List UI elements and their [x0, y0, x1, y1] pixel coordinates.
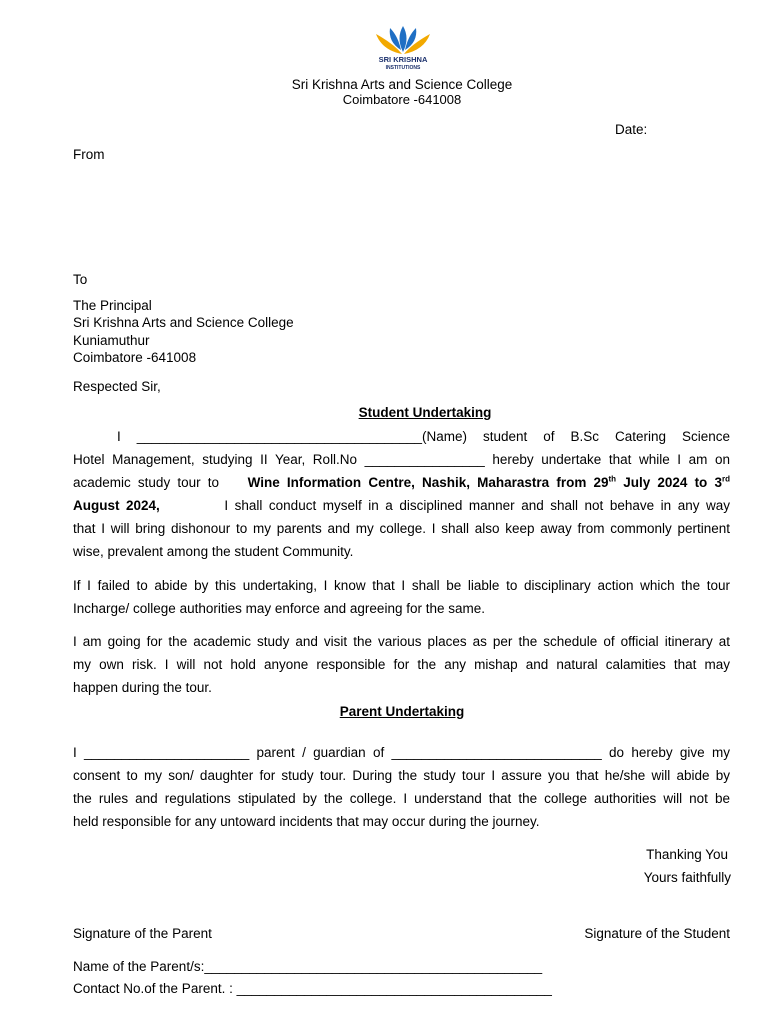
tour-destination: Wine Information Centre, Nashik, Maharastra from 29 — [247, 475, 609, 490]
paragraph-line: Incharge/ college authorities may enforce and agreeing for the same. — [73, 601, 485, 616]
recipient-city: Coimbatore -641008 — [73, 350, 197, 365]
recipient-college: Sri Krishna Arts and Science College — [73, 315, 294, 330]
college-city: Coimbatore -641008 — [342, 92, 462, 107]
paragraph-line: held responsible for any untoward incidents that may occur during the journey. — [73, 814, 540, 829]
thanking-you: Thanking You — [646, 847, 728, 862]
parent-undertaking-paragraph — [73, 741, 730, 833]
paragraph-line: happen during the tour. — [73, 680, 212, 695]
tour-end-date: August 2024, — [73, 498, 160, 513]
parent-name-field: Name of the Parent/s:_____________________________________________ — [73, 959, 543, 974]
risk-paragraph — [73, 630, 730, 699]
recipient-title: The Principal — [73, 298, 152, 313]
parent-contact-field: Contact No.of the Parent. : __________________________________________ — [73, 981, 552, 996]
paragraph-line: my own risk. I will not hold anyone responsible for the any mishap and natural calamities that may — [73, 657, 730, 672]
date-suffix-rd: rd — [721, 474, 730, 484]
paragraph-line: that I will bring dishonour to my parents and my college. I shall also keep away from commonly pertinent — [73, 521, 730, 536]
course-text: student of B.Sc Catering Science — [483, 429, 730, 444]
logo-text-line1: SRI KRISHNA — [378, 55, 428, 64]
recipient-area: Kuniamuthur — [73, 333, 150, 348]
tour-intro: academic study tour to — [73, 475, 220, 490]
date-suffix-th: th — [608, 474, 617, 484]
date-label: Date: — [615, 122, 648, 137]
paragraph-line: the rules and regulations stipulated by the college. I understand that the college authorities will not be — [73, 791, 730, 806]
paragraph-line: consent to my son/ daughter for study tour. During the study tour I assure you that he/she will abide by — [73, 768, 730, 783]
paragraph-line — [73, 425, 730, 448]
salutation: Respected Sir, — [73, 379, 161, 394]
paragraph-line — [73, 471, 730, 494]
college-logo — [372, 24, 434, 72]
student-undertaking-heading: Student Undertaking — [358, 405, 492, 420]
tour-dates: July 2024 to 3 — [623, 475, 722, 490]
conduct-text: I shall conduct myself in a disciplined manner and shall not behave in any way — [224, 498, 730, 513]
paragraph-line: I am going for the academic study and visit the various places as per the schedule of official itinerary at — [73, 634, 730, 649]
yours-faithfully: Yours faithfully — [643, 870, 731, 885]
name-blank: ______________________________________(Name) — [136, 429, 468, 444]
paragraph-line — [73, 494, 730, 517]
paragraph-line: Hotel Management, studying II Year, Roll.No ________________ hereby undertake that while I am on — [73, 452, 730, 467]
pronoun-i: I — [117, 429, 121, 444]
paragraph-line: I ______________________ parent / guardian of ____________________________ do hereby give my — [73, 745, 730, 760]
logo-text-line2: INSTITUTIONS — [385, 65, 421, 71]
disciplinary-paragraph — [73, 574, 730, 620]
student-undertaking-paragraph — [73, 425, 730, 563]
paragraph-line: wise, prevalent among the student Community. — [73, 544, 354, 559]
parent-undertaking-heading: Parent Undertaking — [339, 704, 465, 719]
student-signature-label: Signature of the Student — [584, 926, 730, 941]
to-label: To — [73, 272, 88, 287]
parent-signature-label: Signature of the Parent — [73, 926, 212, 941]
from-label: From — [73, 147, 105, 162]
college-name: Sri Krishna Arts and Science College — [291, 77, 513, 92]
paragraph-line: If I failed to abide by this undertaking, I know that I shall be liable to disciplinary action which the tour — [73, 578, 730, 593]
